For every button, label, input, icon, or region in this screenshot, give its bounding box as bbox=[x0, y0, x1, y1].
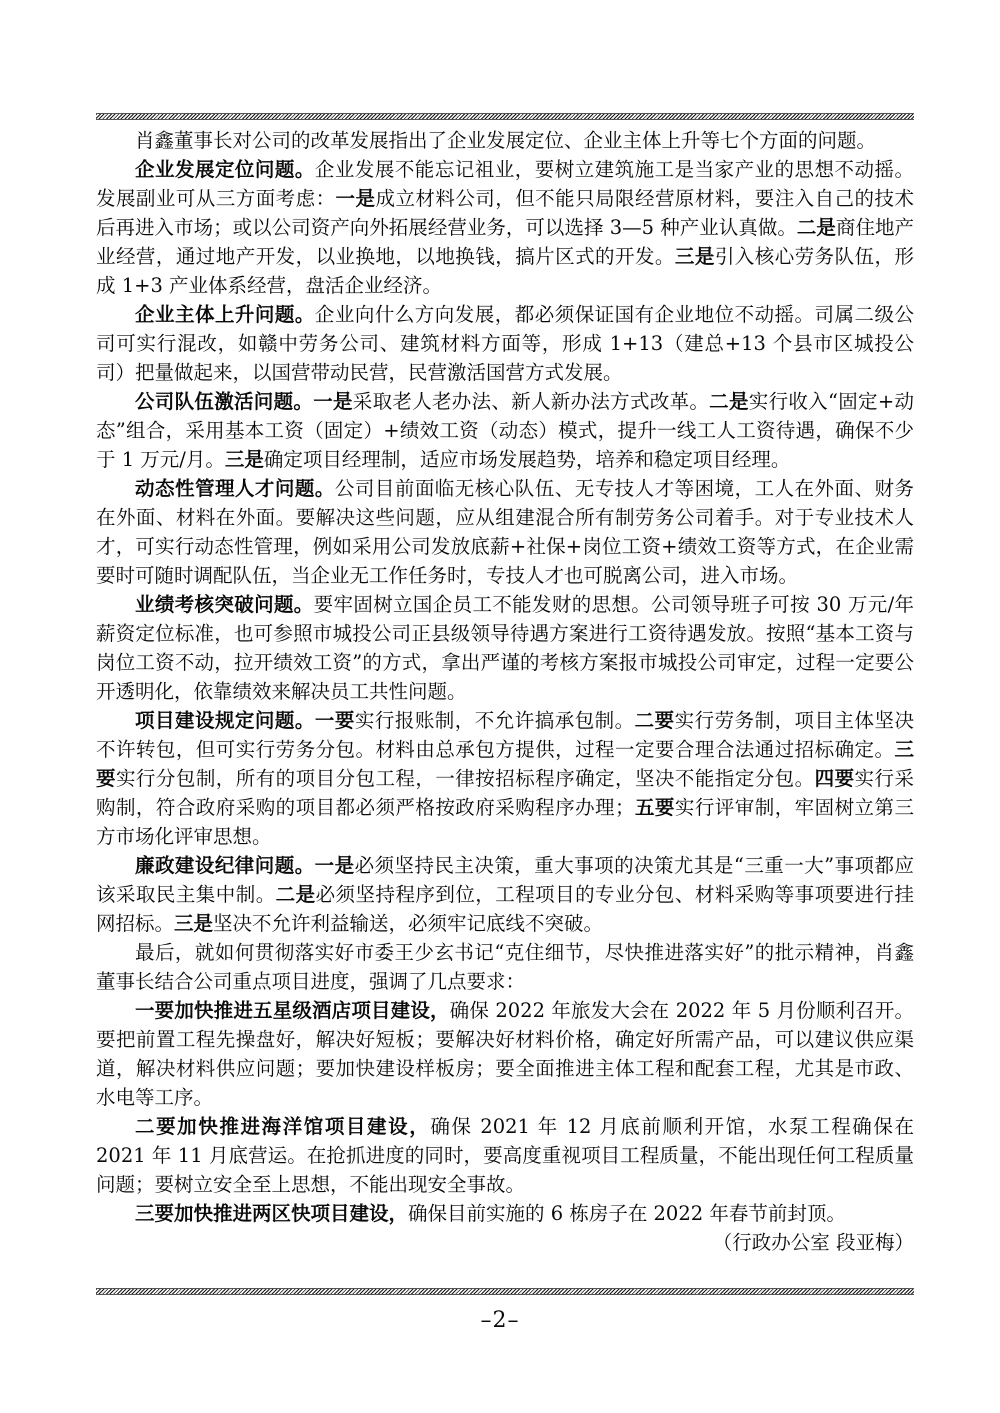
bold-text-run: 四要 bbox=[814, 767, 855, 790]
text-run: 引入核心劳务队伍，形成 1+3 产业体系经营，盘活企业经济。 bbox=[96, 245, 914, 297]
bold-text-run: 二要加快推进海洋馆项目建设， bbox=[135, 1115, 431, 1138]
requirement-aquarium-project bbox=[96, 1112, 914, 1199]
bold-text-run: 企业发展定位问题。 bbox=[135, 158, 315, 181]
text-run: 最后，就如何贯彻落实好市委王少玄书记“克住细节，尽快推进落实好”的批示精神，肖鑫董事长结合公司重点项目进度，强调了几点要求： bbox=[96, 941, 914, 993]
bold-text-run: 一要加快推进五星级酒店项目建设， bbox=[135, 999, 450, 1022]
bold-text-run: 廉政建设纪律问题。 bbox=[135, 854, 315, 877]
text-run: 确保目前实施的 6 栋房子在 2022 年春节前封顶。 bbox=[408, 1202, 846, 1225]
requirement-two-district-project bbox=[96, 1199, 914, 1228]
text-run: 坚决不允许利益输送，必须牢记底线不突破。 bbox=[213, 912, 604, 935]
bold-text-run: 企业主体上升问题。 bbox=[135, 303, 315, 326]
footer-rule bbox=[96, 1288, 914, 1295]
bold-text-run: 五要 bbox=[634, 796, 675, 819]
bold-text-run: 三要加快推进两区快项目建设， bbox=[135, 1202, 409, 1225]
bold-text-run: 动态性管理人才问题。 bbox=[135, 477, 335, 500]
text-run: 确保 2022 年旅发大会在 2022 年 5 月份顺利召开。要把前置工程先操盘好，解决好短板；要解决好材料价格，确定好所需产品，可以建议供应渠道，解决材料供应问题；要加快建设样板房；要全面推进主体工程和配套工程，尤其是市政、水电等工序。 bbox=[96, 999, 914, 1109]
text-run: 采取老人老办法、新人新办法方式改革。 bbox=[352, 390, 710, 413]
bold-text-run: 一是 bbox=[314, 854, 355, 877]
bold-text-run: 二是 bbox=[275, 883, 316, 906]
text-run: 商住地产业经营，通过地产开发，以业换地，以地换钱，搞片区式的开发。 bbox=[96, 216, 914, 268]
document-body bbox=[96, 126, 914, 1257]
header-rule bbox=[96, 113, 914, 120]
requirement-hotel-project bbox=[96, 996, 914, 1112]
bold-text-run: 业绩考核突破问题。 bbox=[135, 593, 314, 616]
text-run: （行政办公室 段亚梅） bbox=[712, 1231, 914, 1254]
bold-text-run: 三是 bbox=[174, 912, 214, 935]
section-project-construction-rules bbox=[96, 706, 914, 851]
text-run: 企业发展不能忘记祖业，要树立建筑施工是当家产业的思想不动摇。发展副业可从三方面考虑： bbox=[96, 158, 914, 210]
text-run: 肖鑫董事长对公司的改革发展指出了企业发展定位、企业主体上升等七个方面的问题。 bbox=[135, 129, 877, 152]
section-team-activation bbox=[96, 387, 914, 474]
page-number: –2– bbox=[480, 1308, 520, 1333]
bold-text-run: 一是 bbox=[313, 390, 353, 413]
text-run: 必须坚持程序到位，工程项目的专业分包、材料采购等事项要进行挂网招标。 bbox=[96, 883, 914, 935]
bold-text-run: 三要 bbox=[96, 738, 914, 790]
text-run: 成立材料公司，但不能只局限经营原材料，要注入自己的技术后再进入市场；或以公司资产向外拓展经营业务，可以选择 3—5 种产业认真做。 bbox=[96, 187, 914, 239]
text-run: 实行评审制，牢固树立第三方市场化评审思想。 bbox=[96, 796, 914, 848]
text-run: 确定项目经理制，适应市场发展趋势，培养和稳定项目经理。 bbox=[263, 448, 791, 471]
bold-text-run: 项目建设规定问题。 bbox=[135, 709, 315, 732]
bold-text-run: 二是 bbox=[709, 390, 749, 413]
bold-text-run: 二要 bbox=[634, 709, 675, 732]
text-run: 企业向什么方向发展，都必须保证国有企业地位不动摇。司属二级公司可实行混改，如赣中劳务公司、建筑材料方面等，形成 1+13（建总+13 个县市区城投公司）把量做起来，以国营带动民营，民营激活国营方式发展。 bbox=[96, 303, 914, 384]
closing-lead-paragraph bbox=[96, 938, 914, 996]
text-run: 公司目前面临无核心队伍、无专技人才等困境，工人在外面、财务在外面、材料在外面。要解决这些问题，应从组建混合所有制劳务公司着手。对于专业技术人才，可实行动态性管理，例如采用公司发放底薪+社保+岗位工资+绩效工资等方式，在企业需要时可随时调配队伍，当企业无工作任务时，专技人才也可脱离公司，进入市场。 bbox=[96, 477, 914, 587]
section-enterprise-subject-rise bbox=[96, 300, 914, 387]
text-run: 实行劳务制，项目主体坚决不许转包，但可实行劳务分包。材料由总承包方提供，过程一定要合理合法通过招标确定。 bbox=[96, 709, 914, 761]
bold-text-run: 一是 bbox=[335, 187, 376, 210]
bold-text-run: 三是 bbox=[224, 448, 264, 471]
text-run: 实行分包制，所有的项目分包工程，一律按招标程序确定，坚决不能指定分包。 bbox=[115, 767, 815, 790]
section-integrity-discipline bbox=[96, 851, 914, 938]
bold-text-run: 公司队伍激活问题。 bbox=[135, 390, 314, 413]
section-performance-assessment bbox=[96, 590, 914, 706]
signature-line bbox=[96, 1228, 914, 1257]
bold-text-run: 三是 bbox=[674, 245, 715, 268]
text-run: 实行采购制，符合政府采购的项目都必须严格按政府采购程序办理； bbox=[96, 767, 914, 819]
text-run: 实行报账制，不允许搞承包制。 bbox=[354, 709, 635, 732]
text-run: 要牢固树立国企员工不能发财的思想。公司领导班子可按 30 万元/年薪资定位标准，也可参照市城投公司正县级领导待遇方案进行工资待遇发放。按照“基本工资与岗位工资不动，拉开绩效工资”的方式，拿出严谨的考核方案报市城投公司审定，过程一定要公开透明化，依靠绩效来解决员工共性问题。 bbox=[96, 593, 914, 703]
text-run: 确保 2021 年 12 月底前顺利开馆，水泵工程确保在 2021 年 11 月底营运。在抢抓进度的同时，要高度重视项目工程质量，不能出现任何工程质量问题；要树立安全至上思想，不能出现安全事故。 bbox=[96, 1115, 914, 1196]
text-run: 实行收入“固定+动态”组合，采用基本工资（固定）+绩效工资（动态）模式，提升一线工人工资待遇，确保不少于 1 万元/月。 bbox=[96, 390, 914, 471]
section-enterprise-positioning bbox=[96, 155, 914, 300]
bold-text-run: 二是 bbox=[796, 216, 836, 239]
bold-text-run: 一要 bbox=[314, 709, 355, 732]
text-run: 必须坚持民主决策，重大事项的决策尤其是“三重一大”事项都应该采取民主集中制。 bbox=[96, 854, 914, 906]
section-dynamic-talent-management bbox=[96, 474, 914, 590]
intro-paragraph bbox=[96, 126, 914, 155]
